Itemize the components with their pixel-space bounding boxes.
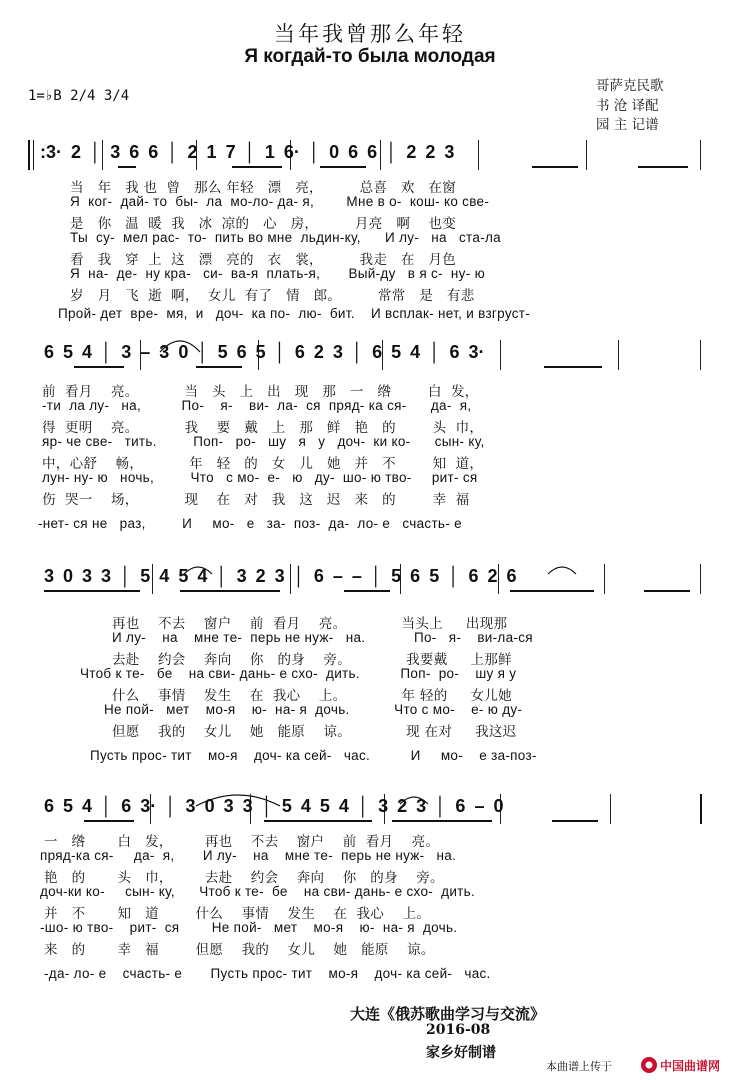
lyric-line: -да- ло- е счасть- е Пусть прос- тит мо-я доч- ка сей- час. — [44, 966, 491, 981]
lyric-line: 艳 的 头 巾， 去赴 约会 奔向 你 的身 旁。 — [44, 870, 444, 886]
watermark-logo-text: 中国曲谱网 — [660, 1059, 721, 1073]
credit-origin: 哥萨克民歌 — [596, 78, 664, 94]
lyric-line: 得 更明 亮。 我 要 戴 上 那 鲜 艳 的 头 巾， — [42, 420, 484, 436]
footer-author: 家乡好制谱 — [426, 1045, 496, 1061]
watermark-text: 本曲谱上传于 — [546, 1060, 612, 1073]
score-system-3 — [0, 560, 740, 770]
lyric-line: 但愿 我的 女儿 她 能原 谅。 现 在对 我这迟 — [112, 724, 517, 740]
lyric-line: 来 的 幸 福 但愿 我的 女儿 她 能原 谅。 — [44, 942, 435, 958]
lyric-line: -шо- ю тво- рит- ся Не пой- мет мо-я ю- на- я дочь. — [40, 920, 458, 935]
lyric-line: 再也 不去 窗户 前 看月 亮。 当头上 出现那 — [112, 616, 508, 632]
lyric-line: доч-ки ко- сын- ку, Чтоб к те- бе на сви- дань- е схо- дить. — [40, 884, 476, 899]
lyric-line: 中，心舒 畅， 年 轻 的 女 儿 她 并 不 知 道， — [42, 456, 484, 472]
score-system-2 — [0, 336, 740, 536]
lyric-line: лун- ну- ю ночь, Что с мо- е- ю ду- шо- ю тво- рит- ся — [42, 470, 478, 485]
lyric-line: Пусть прос- тит мо-я доч- ка сей- час. И мо- е за-поз- — [90, 748, 537, 763]
lyric-line: Я на- де- ну кра- си- ва-я плать-я, Вый-ду в я с- ну- ю — [70, 266, 486, 281]
lyric-line: яр- че све- тить. Поп- ро- шу я у доч- ки ко- сын- ку, — [42, 434, 485, 449]
lyric-line: 伤 哭一 场， 现 在 对 我 这 迟 来 的 幸 福 — [42, 492, 470, 508]
lyric-line: Чтоб к те- бе на сви- дань- е схо- дить. Поп- ро- шу я у — [80, 666, 517, 681]
credit-translator: 书 沧 译配 — [596, 98, 659, 114]
notation-line: 6 5 4 │ 6 3· │ 3 0 3 3 │ 5 4 5 4 │ 3 2 3 │ 6 – 0 — [44, 796, 504, 816]
lyric-line: Не пой- мет мо-я ю- на- я дочь. Что с мо- е- ю ду- — [104, 702, 523, 717]
lyric-line: Прой- дет вре- мя, и доч- ка по- лю- бит. И всплак- нет, и взгруст- — [58, 306, 531, 321]
score-system-1 — [0, 136, 740, 326]
lyric-line: 一 绺 白 发， 再也 不去 窗户 前 看月 亮。 — [44, 834, 440, 850]
notation-line: 6 5 4 │ 3 – 3 0 │ 5 6 5 │ 6 2 3 │ 6 5 4 │ 6 3· — [44, 342, 485, 362]
lyric-line: 岁 月 飞 逝 啊， 女儿 有了 情 郎。 常常 是 有悲 — [70, 288, 475, 304]
site-logo-icon — [640, 1055, 736, 1075]
lyric-line: 并 不 知 道 什么 事情 发生 在 我心 上。 — [44, 906, 431, 922]
lyric-line: -ти ла лу- на, По- я- ви- ла- ся пряд- ка ся- да- я, — [42, 398, 472, 413]
footer-source: 大连《俄苏歌曲学习与交流》 — [350, 1005, 546, 1023]
score-system-4 — [0, 790, 740, 990]
lyric-line: 是 你 温 暖 我 冰 凉的 心 房， 月亮 啊 也变 — [70, 216, 457, 232]
footer-date: 2016-08 — [426, 1022, 491, 1038]
lyric-line: 前 看月 亮。 当 头 上 出 现 那 一 绺 白 发， — [42, 384, 479, 400]
page-title-ru: Я когдай-то была молодая — [244, 46, 496, 67]
lyric-line: пряд-ка ся- да- я, И лу- на мне те- перь не нуж- на. — [40, 848, 457, 863]
lyric-line: Я ког- дай- то бы- ла мо-ло- да- я, Мне в о- кош- ко све- — [70, 194, 490, 209]
key-signature: 1=♭B 2/4 3/4 — [28, 88, 130, 104]
lyric-line: 去赴 约会 奔向 你 的身 旁。 我要戴 上那鲜 — [112, 652, 512, 668]
watermark-logo — [640, 1055, 736, 1075]
credit-notation: 园 主 记谱 — [596, 117, 659, 133]
notation-line: :3· 2 │ 3 6 6 │ 2 1 7 │ 1 6· │ 0 6 6 │ 2 2 3 — [40, 142, 455, 162]
lyric-line: Ты су- мел рас- то- пить во мне льдин-ку, И лу- на ста-ла — [70, 230, 501, 245]
lyric-line: 什么 事情 发生 在 我心 上。 年 轻的 女儿她 — [112, 688, 512, 704]
lyric-line: -нет- ся не раз, И мо- е за- поз- да- ло- е счасть- е — [38, 516, 462, 531]
notation-line: 3 0 3 3 │ 5 4 5 4 │ 3 2 3 │ 6 – – │ 5 6 5 │ 6 2 6 — [44, 566, 517, 586]
lyric-line: И лу- на мне те- перь не нуж- на. По- я- ви-ла-ся — [112, 630, 533, 645]
lyric-line: 看 我 穿 上 这 漂 亮的 衣 裳， 我走 在 月色 — [70, 252, 457, 268]
lyric-line: 当 年 我 也 曾 那么 年轻 漂 亮， 总喜 欢 在窗 — [70, 180, 457, 196]
page-title-cn: 当年我曾那么年轻 — [274, 22, 466, 46]
